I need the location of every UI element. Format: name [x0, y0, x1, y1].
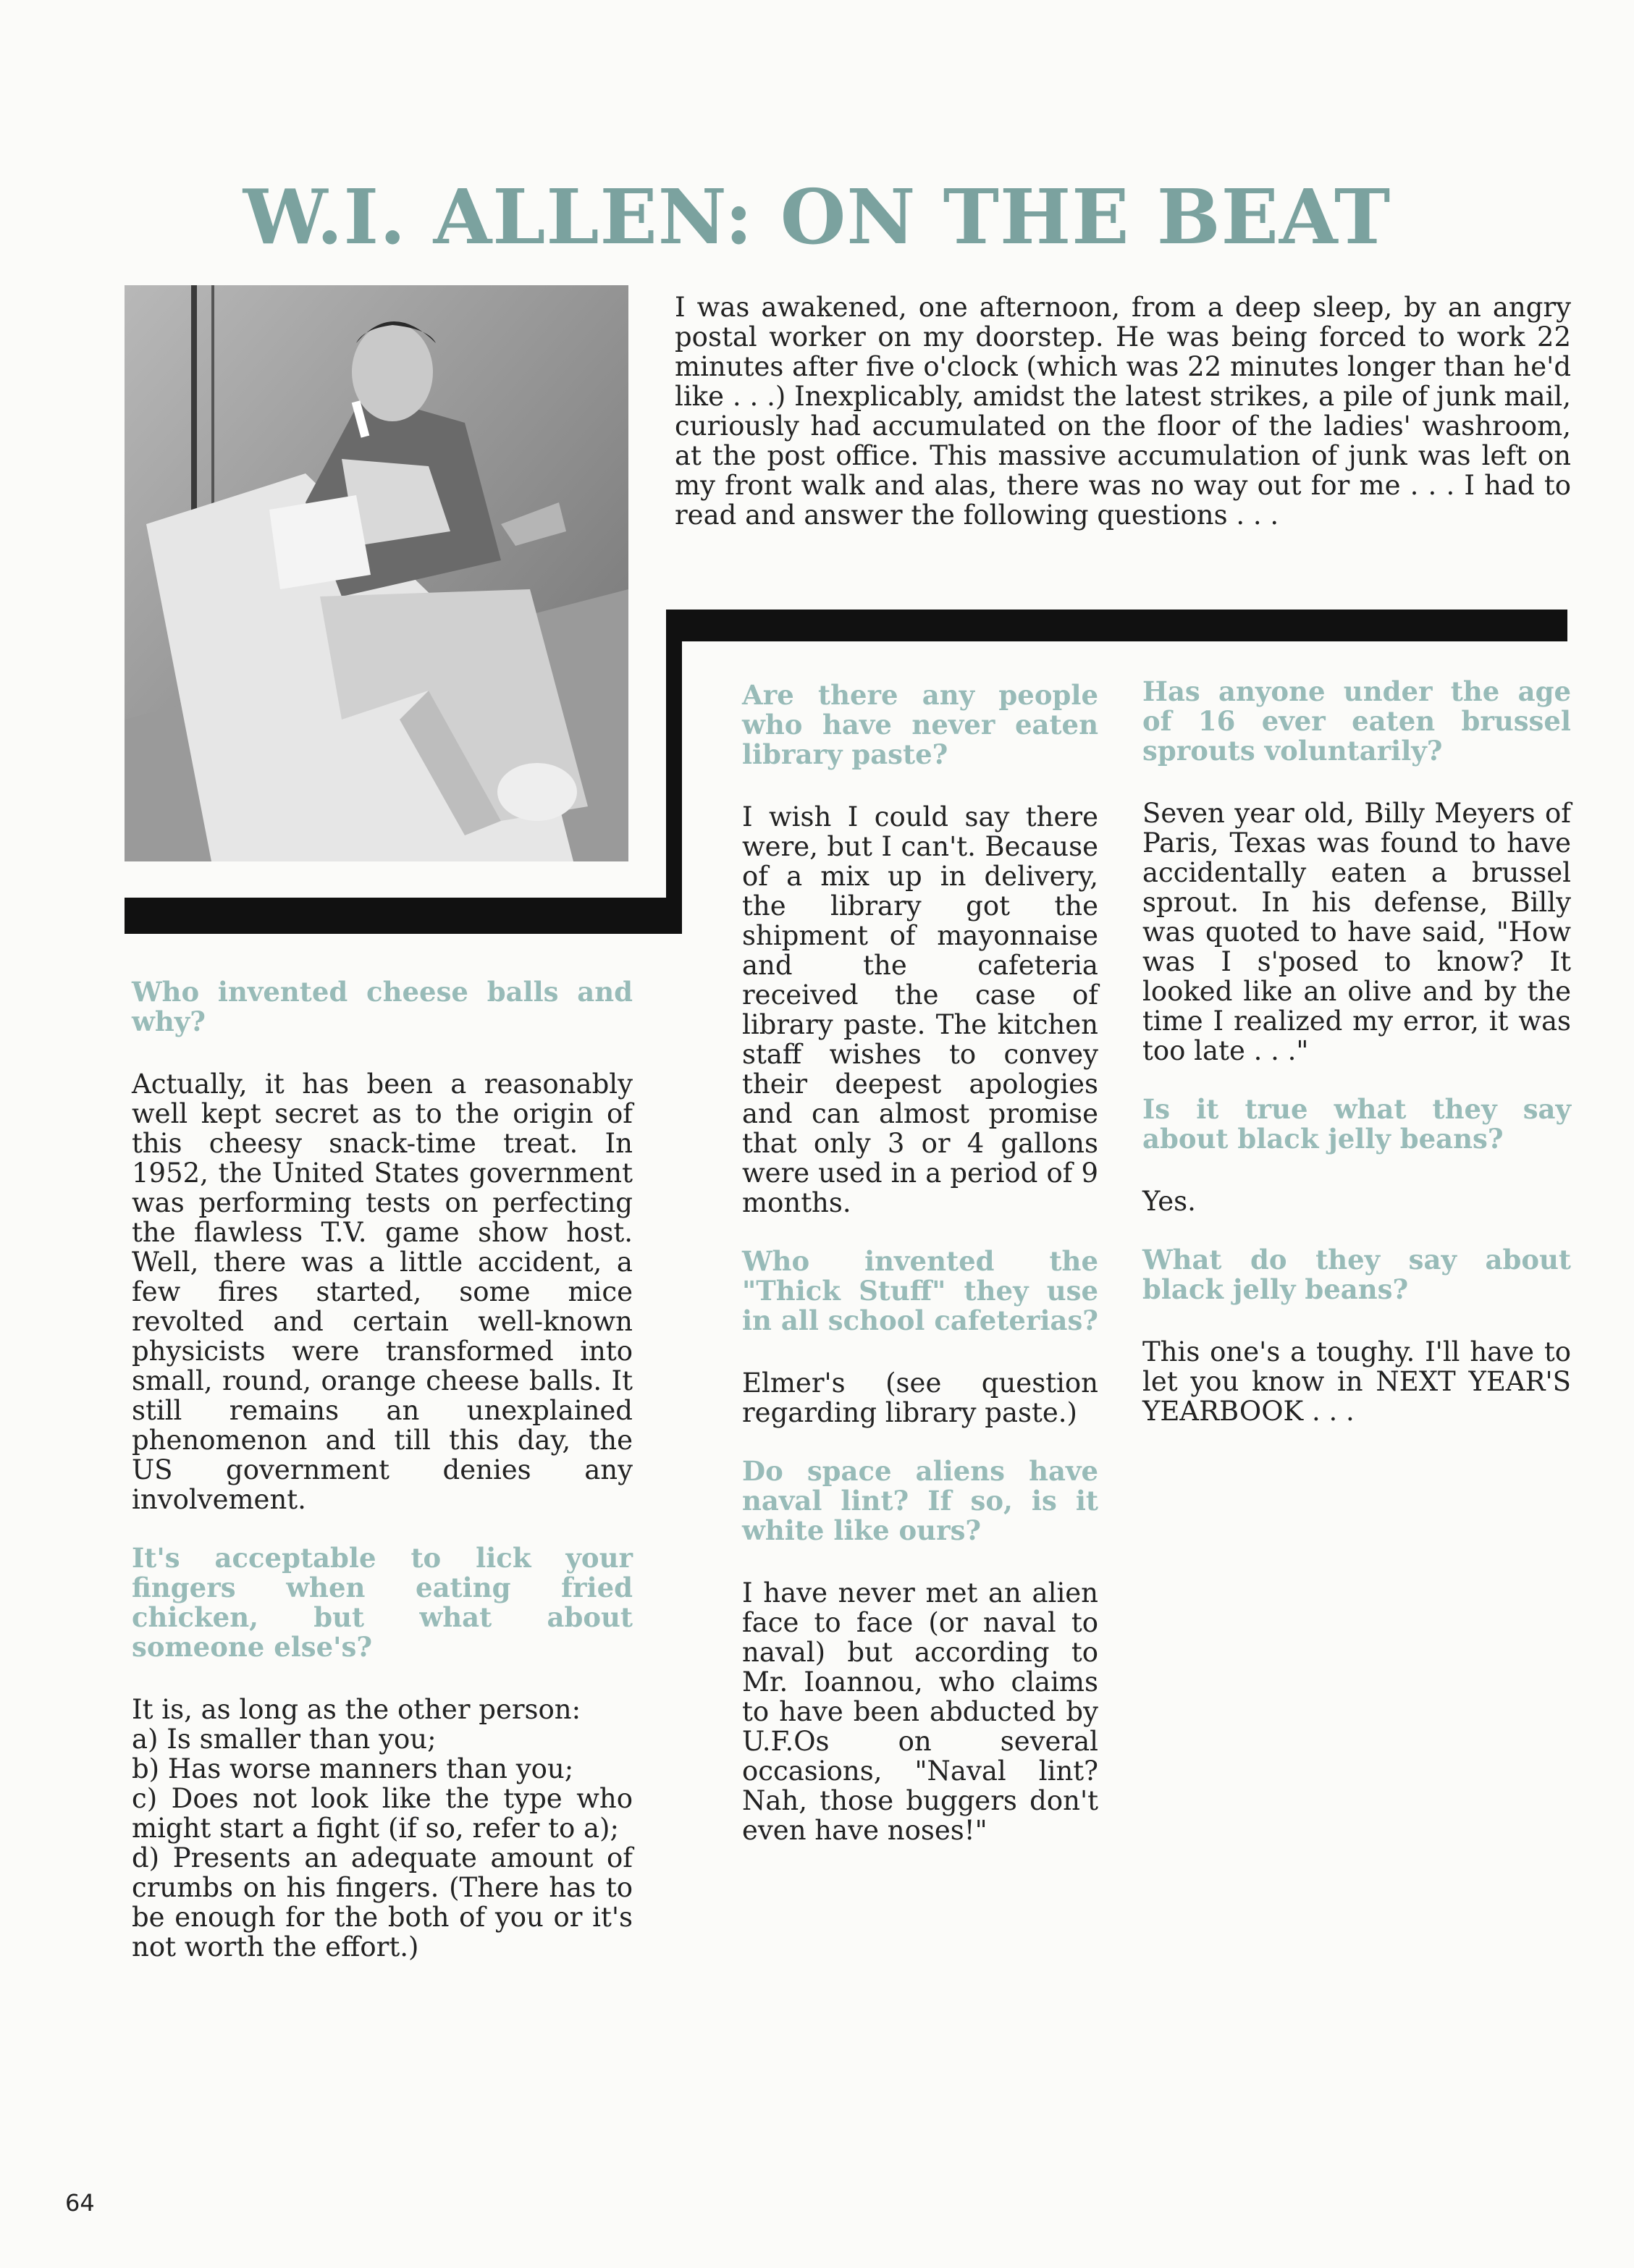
answer-what-they-say: This one's a toughy. I'll have to let you know in NEXT YEAR'S YEARBOOK . . . — [1142, 1336, 1571, 1427]
list-item: a) Is smaller than you; — [132, 1724, 437, 1755]
question-cheese-balls: Who invented cheese balls and why? — [132, 976, 633, 1037]
intro-paragraph: I was awakened, one afternoon, from a deep sleep, by an angry postal worker on my doorstep. He was being forced to work 22 minutes after five o'clock (which was 22 minutes longer than he'd like . . .) Inexplicably, amidst the latest strikes, a pile of junk mail, curiously had accumulated on the floor of the ladies' washroom, at the post office. This massive accumulation of junk was left on my front walk and alas, there was no way out for me . . . I had to read and answer the following questions . . . — [675, 292, 1571, 531]
photo-student-reading-mail — [125, 285, 628, 861]
question-brussel-sprouts: Has anyone under the age of 16 ever eaten brussel sprouts voluntarily? — [1142, 675, 1571, 767]
answer-thick-stuff: Elmer's (see question regarding library paste.) — [742, 1367, 1098, 1428]
question-naval-lint: Do space aliens have naval lint? If so, is it white like ours? — [742, 1455, 1098, 1546]
question-thick-stuff: Who invented the "Thick Stuff" they use in all school cafeterias? — [742, 1245, 1098, 1336]
question-lick-fingers: It's acceptable to lick your fingers when eating fried chicken, but what about someone else's? — [132, 1542, 633, 1663]
answer-cheese-balls: Actually, it has been a reasonably well kept secret as to the origin of this cheesy snack-time treat. In 1952, the United States government was performing tests on perfecting the flawless T.V. game show host. Well, there was a little accident, a few fires started, some mice revolted and certain well-known physicists were transformed into small, round, orange cheese balls. It still remains an unexplained phenomenon and till this day, the US government denies any involvement. — [132, 1068, 633, 1515]
answer-library-paste: I wish I could say there were, but I can't. Because of a mix up in delivery, the library got the shipment of mayonnaise and the cafeteria received the case of library paste. The kitchen staff wishes to convey their deepest apologies and can almost promise that only 3 or 4 gallons were used in a period of 9 months. — [742, 801, 1098, 1218]
page-number: 64 — [65, 2189, 95, 2217]
answer-lick-fingers — [132, 1695, 633, 1962]
question-black-jelly-beans: Is it true what they say about black jelly beans? — [1142, 1093, 1571, 1155]
left-column — [132, 977, 633, 1991]
answer-lick-fingers-list — [132, 1724, 633, 1962]
page-title: W.I. ALLEN: ON THE BEAT — [243, 172, 1391, 261]
answer-naval-lint: I have never met an alien face to face (or naval to naval) but according to Mr. Ioannou, who claims to have been abducted by U.F.Os on several occasions, "Naval lint? Nah, those buggers don't even have noses!" — [742, 1577, 1098, 1846]
question-what-they-say: What do they say about black jelly beans? — [1142, 1244, 1571, 1305]
list-item: c) Does not look like the type who might start a fight (if so, refer to a); — [132, 1783, 633, 1844]
black-bar-bottom — [125, 898, 682, 934]
photo-illustration — [125, 285, 628, 861]
list-item: d) Presents an adequate amount of crumbs on his fingers. (There has to be enough for the both of you or it's not worth the effort.) — [132, 1842, 633, 1963]
black-bar-top — [666, 610, 1567, 641]
black-bar-vertical — [666, 610, 682, 928]
middle-column — [742, 680, 1098, 1874]
list-item: b) Has worse manners than you; — [132, 1753, 574, 1784]
answer-lick-fingers-intro: It is, as long as the other person: — [132, 1694, 581, 1725]
right-column — [1142, 677, 1571, 1455]
answer-black-jelly-beans: Yes. — [1142, 1186, 1196, 1217]
answer-brussel-sprouts: Seven year old, Billy Meyers of Paris, Texas was found to have accidentally eaten a brussel sprout. In his defense, Billy was quoted to have said, "How was I s'posed to know? It looked like an olive and by the time I realized my error, it was too late . . ." — [1142, 798, 1571, 1066]
question-library-paste: Are there any people who have never eaten library paste? — [742, 679, 1098, 770]
